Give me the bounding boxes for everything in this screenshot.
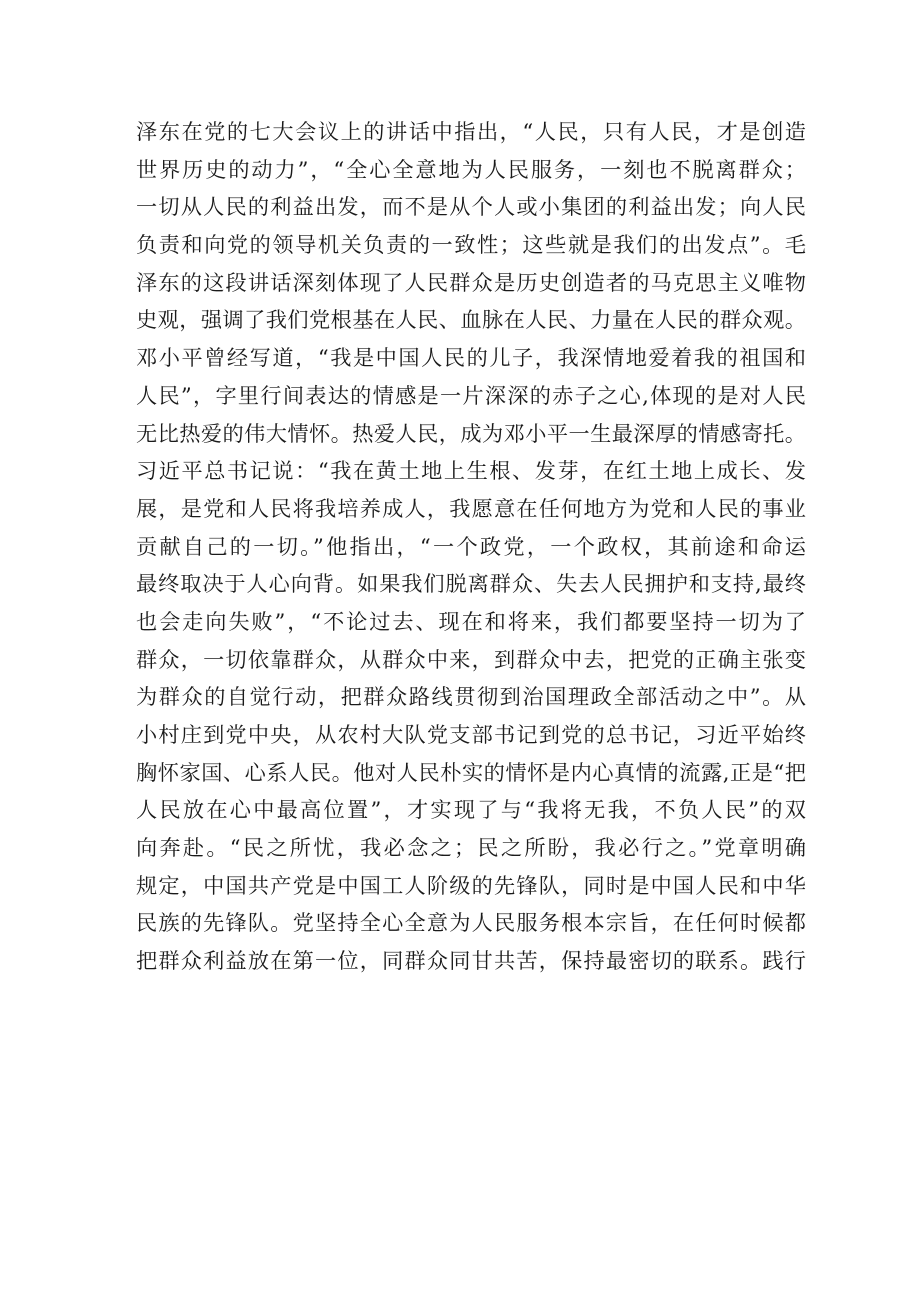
text-line: 小村庄到党中央，从农村大队党支部书记到党的总书记，习近平始终	[136, 722, 806, 747]
text-line: 最终取决于人心向背。如果我们脱离群众、失去人民拥护和支持,最终	[136, 571, 806, 597]
text-line: 也会走向失败”，“不论过去、现在和将来，我们都要坚持一切为了	[136, 608, 806, 634]
text-line: 负责和向党的领导机关负责的一致性；这些就是我们的出发点”。毛	[136, 232, 806, 258]
text-line: 贡献自己的一切。”他指出，“一个政党，一个政权，其前途和命运	[136, 533, 806, 559]
text-line: 人民放在心中最高位置”，才实现了与“我将无我，不负人民”的双	[136, 797, 806, 823]
text-line: 世界历史的动力”，“全心全意地为人民服务，一刻也不脱离群众；	[136, 156, 806, 182]
text-line: 向奔赴。“民之所忧，我必念之；民之所盼，我必行之。”党章明确	[136, 835, 806, 861]
text-line: 展，是党和人民将我培养成人，我愿意在任何地方为党和人民的事业	[136, 495, 806, 521]
text-line: 人民”，字里行间表达的情感是一片深深的赤子之心,体现的是对人民	[136, 382, 806, 408]
body-text	[136, 113, 806, 980]
text-line: 邓小平曾经写道，“我是中国人民的儿子，我深情地爱着我的祖国和	[136, 345, 806, 371]
text-line: 一切从人民的利益出发，而不是从个人或小集团的利益出发；向人民	[136, 194, 806, 220]
text-line: 规定，中国共产党是中国工人阶级的先锋队，同时是中国人民和中华	[136, 872, 806, 898]
text-line: 胸怀家国、心系人民。他对人民朴实的情怀是内心真情的流露,正是“把	[136, 759, 806, 785]
text-line: 习近平总书记说：“我在黄土地上生根、发芽，在红土地上成长、发	[136, 458, 806, 484]
text-line: 泽东在党的七大会议上的讲话中指出，“人民，只有人民，才是创造	[136, 119, 806, 144]
text-line: 无比热爱的伟大情怀。热爱人民，成为邓小平一生最深厚的情感寄托。	[136, 420, 806, 446]
text-line: 群众，一切依靠群众，从群众中来，到群众中去，把党的正确主张变	[136, 646, 806, 672]
text-line: 为群众的自觉行动，把群众路线贯彻到治国理政全部活动之中”。从	[136, 684, 806, 710]
text-line: 史观，强调了我们党根基在人民、血脉在人民、力量在人民的群众观。	[136, 307, 806, 333]
text-line: 把群众利益放在第一位，同群众同甘共苦，保持最密切的联系。践行	[136, 948, 806, 974]
text-line: 民族的先锋队。党坚持全心全意为人民服务根本宗旨，在任何时候都	[136, 910, 806, 936]
text-line: 泽东的这段讲话深刻体现了人民群众是历史创造者的马克思主义唯物	[136, 269, 806, 295]
